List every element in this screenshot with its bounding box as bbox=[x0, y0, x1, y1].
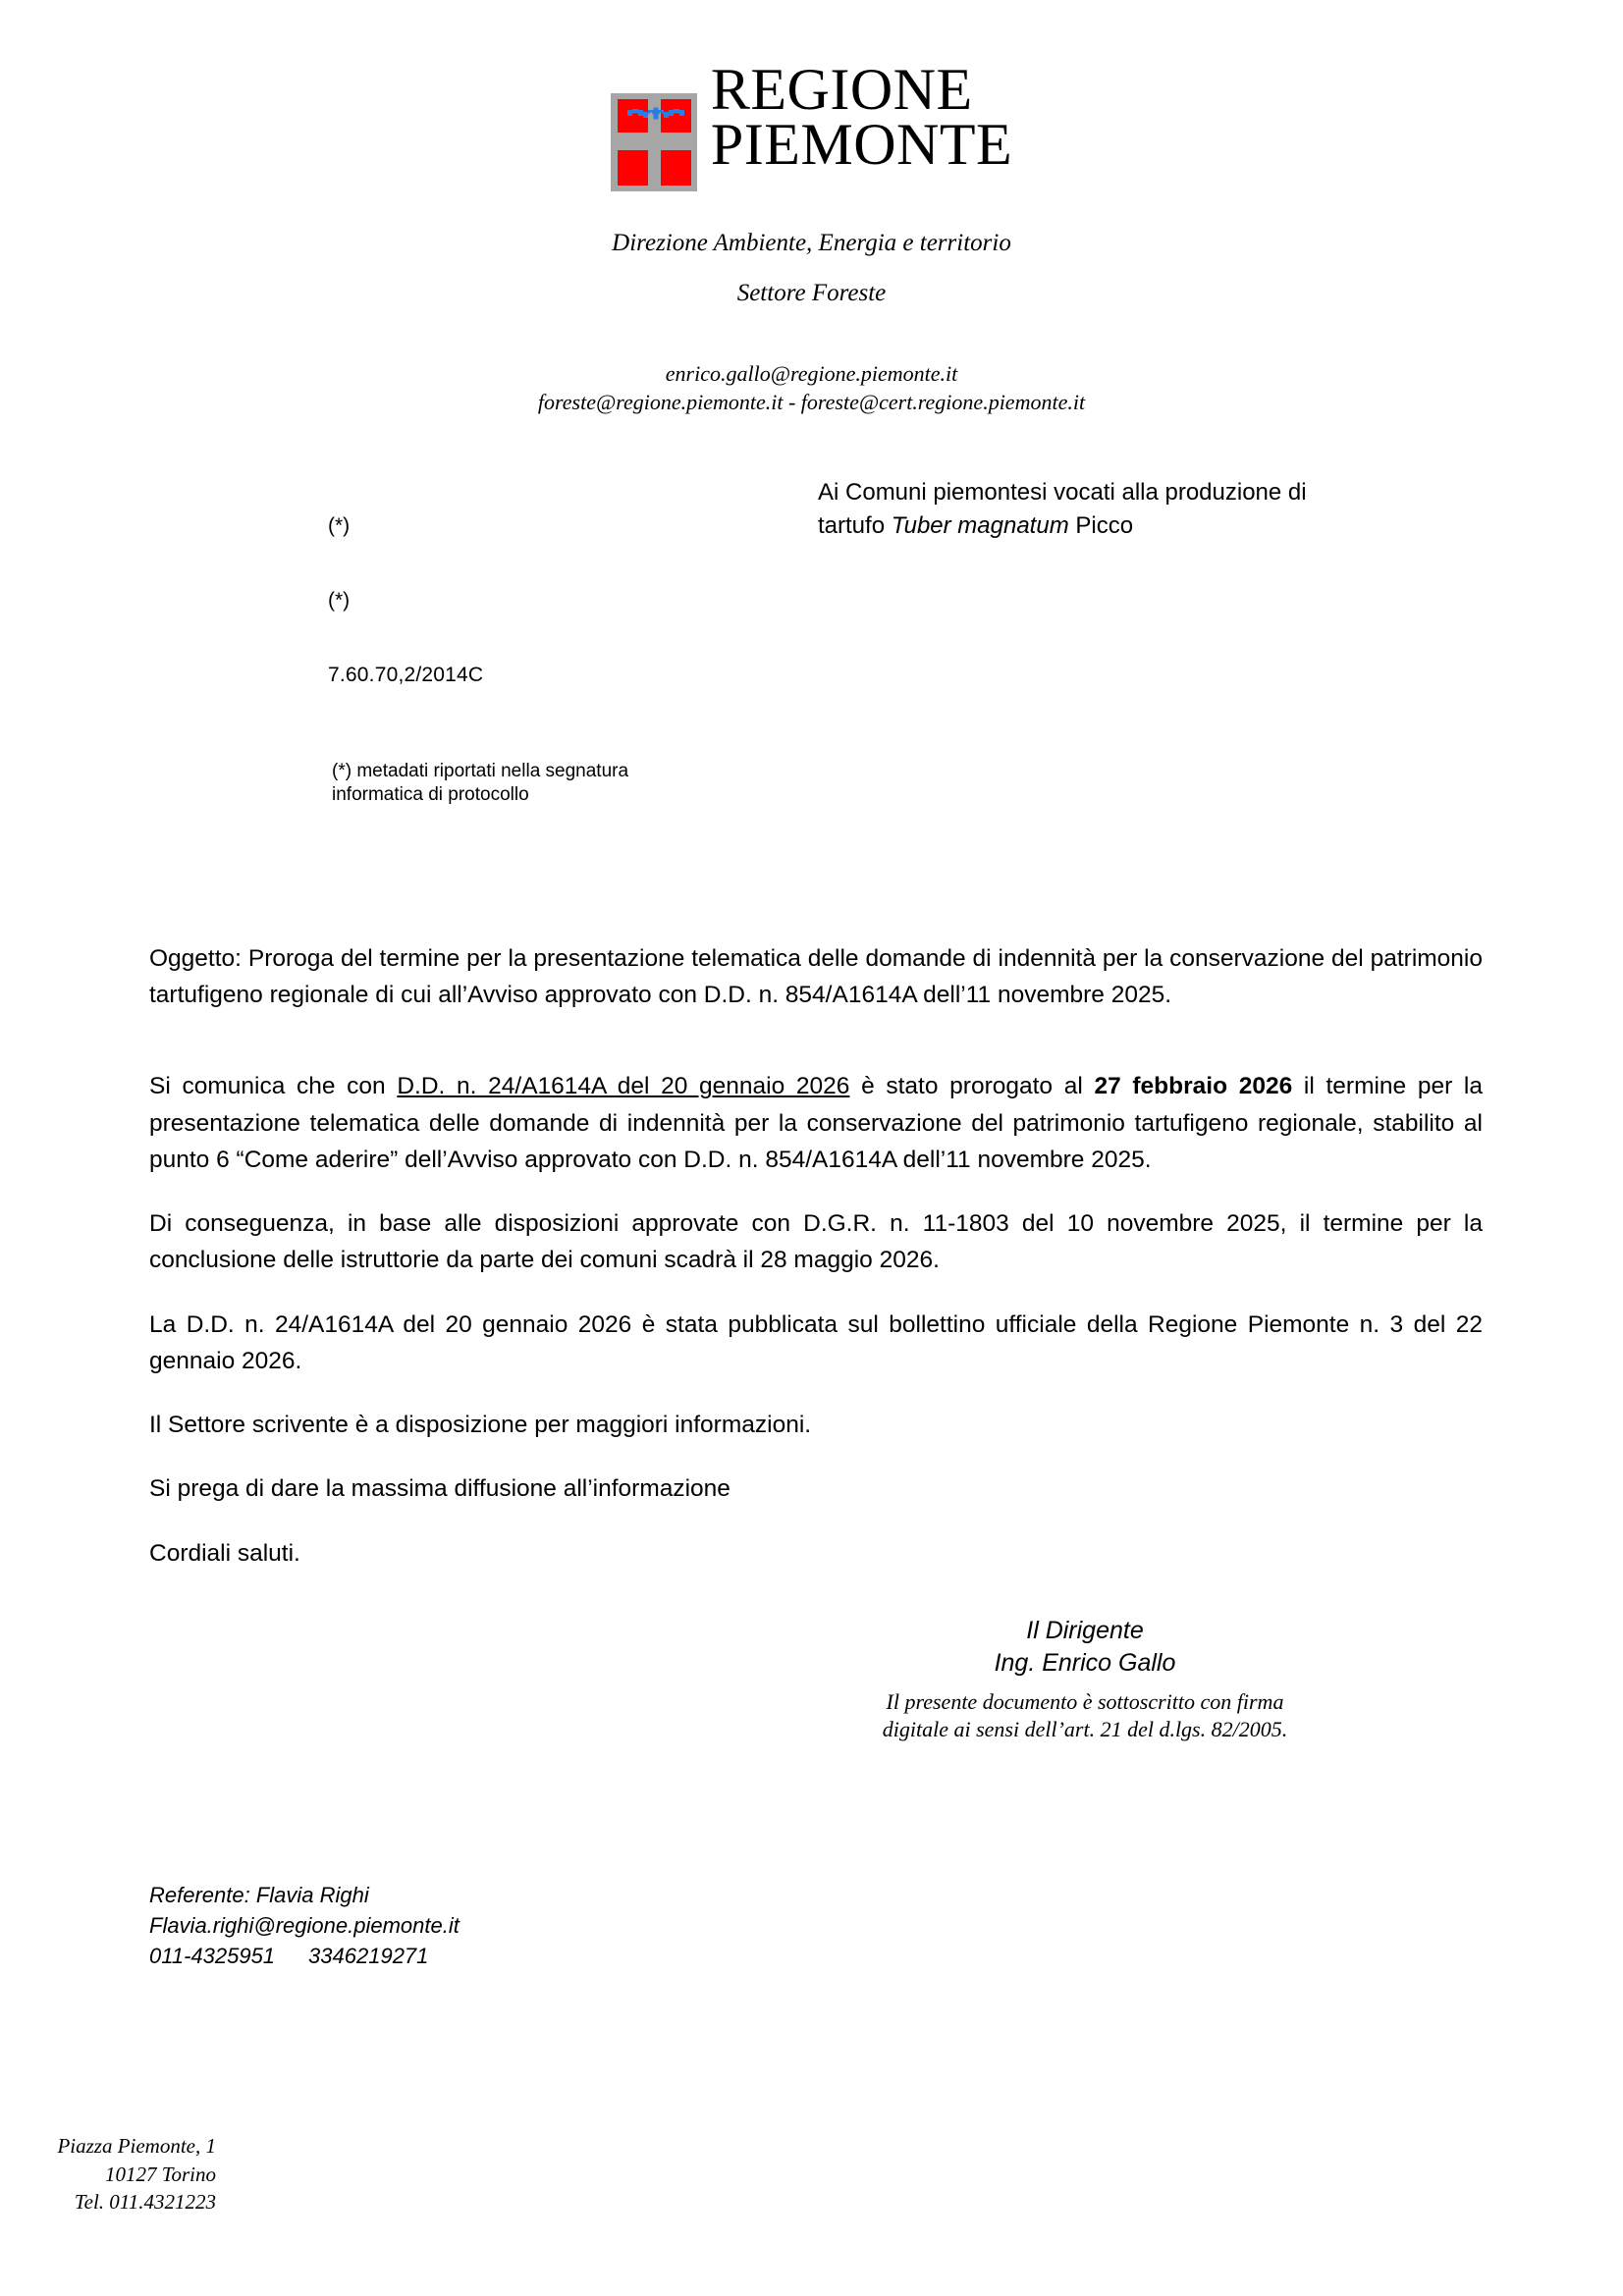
coat-of-arms-icon bbox=[611, 93, 697, 191]
p1-segment-c: il termine per la presentazione telematica delle domande di indennità per la conservazione del patrimonio tartufigeno regionale, stabilito al punto 6 “Come aderire” dell’Avviso approvato con D.D. n. 854/A1614A dell’11 novembre 2025. bbox=[149, 1073, 1483, 1173]
shield-quadrant-bottom-right bbox=[661, 150, 691, 186]
signature-block bbox=[687, 1615, 1483, 1744]
spacer bbox=[149, 1178, 1483, 1205]
body-paragraph-5: Si prega di dare la massima diffusione all’informazione bbox=[149, 1475, 730, 1503]
addressee-line2-suffix: Picco bbox=[1068, 512, 1134, 540]
footer-address-city: 10127 Torino bbox=[104, 2162, 216, 2186]
reference-phone-mobile: 3346219271 bbox=[308, 1944, 429, 1969]
protocol-marker-number: (*) bbox=[328, 514, 351, 537]
classification-code: 7.60.70,2/2014C bbox=[328, 664, 484, 686]
sector-title: Settore Foreste bbox=[736, 280, 887, 306]
disclaimer-line2: digitale ai sensi dell’art. 21 del d.lgs. 82/2005. bbox=[882, 1717, 1288, 1742]
addressee-line1: Ai Comuni piemontesi vocati alla produzione di bbox=[818, 479, 1307, 506]
addressee-block bbox=[818, 476, 1456, 543]
body-paragraph-4: Il Settore scrivente è a disposizione per maggiori informazioni. bbox=[149, 1412, 812, 1439]
contact-reference-block bbox=[149, 1880, 460, 1972]
reference-person: Referente: Flavia Righi bbox=[149, 1883, 369, 1907]
new-deadline-date: 27 febbraio 2026 bbox=[1094, 1073, 1293, 1100]
decree-reference-underlined: D.D. n. 24/A1614A del 20 gennaio 2026 bbox=[397, 1073, 850, 1100]
body-paragraph-2: Di conseguenza, in base alle disposizioni approvate con D.G.R. n. 11-1803 del 10 novembre 2025, il termine per la conclusione delle istruttorie da parte dei comuni scadrà il 28 maggio 2026. bbox=[149, 1210, 1483, 1274]
spacer bbox=[149, 1279, 1483, 1307]
footer-address-block bbox=[39, 2132, 216, 2216]
crown-icon bbox=[627, 107, 684, 125]
disclaimer-line1: Il presente documento è sottoscritto con firma bbox=[886, 1688, 1284, 1714]
digital-signature-disclaimer bbox=[687, 1688, 1483, 1744]
closing-salutation: Cordiali saluti. bbox=[149, 1539, 300, 1567]
protocol-footnote-line1: (*) metadati riportati nella segnatura bbox=[332, 761, 629, 781]
logo-wordmark bbox=[697, 57, 1013, 177]
reference-phone-office: 011-4325951 bbox=[149, 1944, 276, 1969]
logo-wordmark-line1: REGIONE bbox=[710, 57, 973, 122]
p1-segment-a: Si comunica che con bbox=[149, 1073, 398, 1100]
protocol-marker-date: (*) bbox=[328, 589, 351, 612]
contact-email-primary: enrico.gallo@regione.piemonte.it bbox=[665, 361, 958, 386]
logo-wordmark-line2: PIEMONTE bbox=[710, 111, 1013, 177]
spacer bbox=[149, 1379, 1483, 1407]
protocol-footnote bbox=[332, 760, 754, 808]
letterhead bbox=[0, 57, 1623, 191]
reference-phones bbox=[149, 1941, 460, 1971]
signer-name: Ing. Enrico Gallo bbox=[994, 1649, 1176, 1678]
footer-address-phone: Tel. 011.4321223 bbox=[74, 2190, 216, 2215]
spacer bbox=[149, 1013, 1483, 1068]
subject-paragraph: Oggetto: Proroga del termine per la presentazione telematica delle domande di indennità per la conservazione del patrimonio tartufigeno regionale di cui all’Avviso approvato con D.D. n. 854/A1614A dell’11 novembre 2025. bbox=[149, 945, 1483, 1009]
body-paragraph-1 bbox=[149, 1068, 1483, 1178]
body-paragraph-3: La D.D. n. 24/A1614A del 20 gennaio 2026 è stata pubblicata sul bollettino ufficiale della Regione Piemonte n. 3 del 22 gennaio 2026. bbox=[149, 1310, 1483, 1374]
signer-role: Il Dirigente bbox=[1026, 1617, 1144, 1644]
footer-address-street: Piazza Piemonte, 1 bbox=[57, 2134, 216, 2158]
reference-email: Flavia.righi@regione.piemonte.it bbox=[149, 1913, 460, 1939]
regione-piemonte-logo bbox=[611, 57, 1012, 191]
shield-quadrant-bottom-left bbox=[618, 150, 648, 186]
addressee-line2 bbox=[818, 509, 1456, 543]
spacer bbox=[149, 1508, 1483, 1535]
contact-email-secondary: foreste@regione.piemonte.it - foreste@cert.regione.piemonte.it bbox=[537, 390, 1086, 414]
direction-title: Direzione Ambiente, Energia e territorio bbox=[612, 230, 1011, 256]
spacer bbox=[149, 1443, 1483, 1470]
addressee-line2-prefix: tartufo bbox=[818, 512, 892, 540]
addressee-species-name: Tuber magnatum bbox=[891, 512, 1069, 540]
p1-segment-b: è stato prorogato al bbox=[849, 1073, 1095, 1100]
protocol-footnote-line2: informatica di protocollo bbox=[332, 784, 529, 806]
letter-body bbox=[149, 940, 1483, 1572]
